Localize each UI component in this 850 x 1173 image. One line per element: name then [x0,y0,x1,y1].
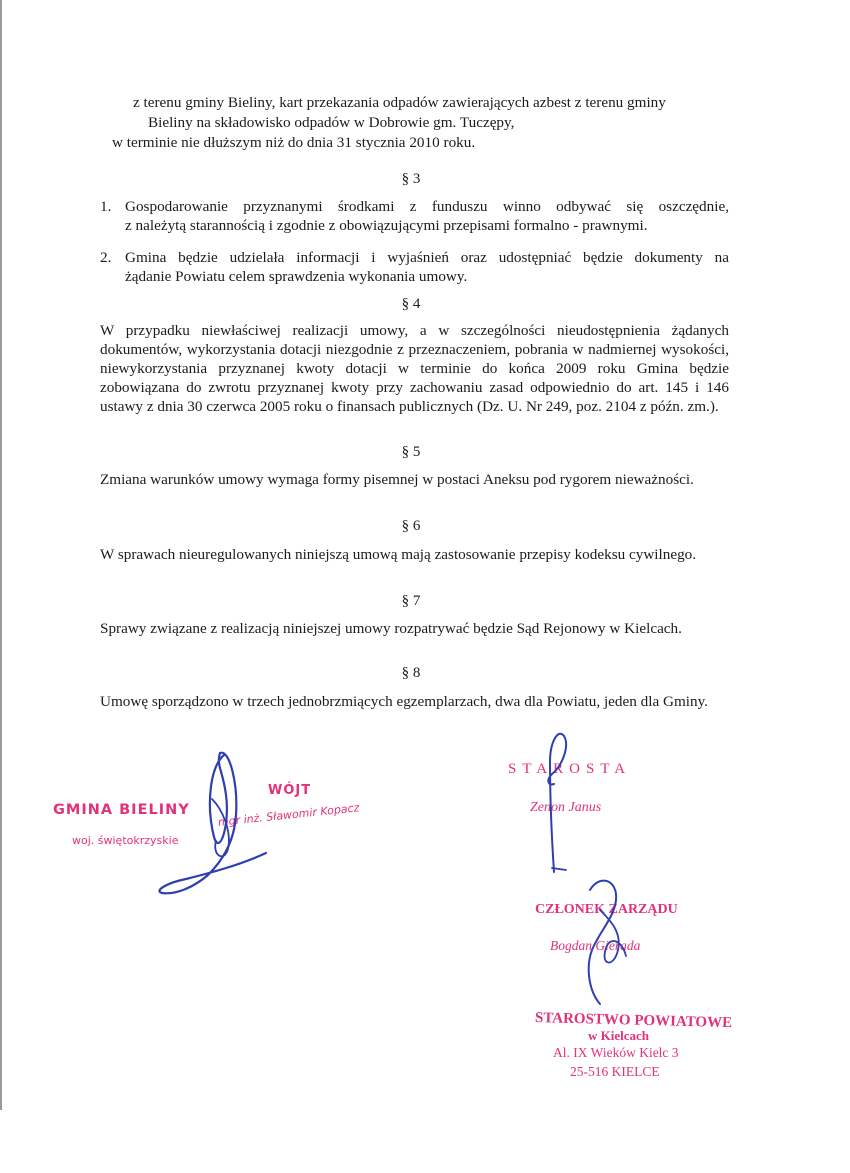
section-7-text: Sprawy związane z realizacją niniejszej umowy rozpatrywać będzie Sąd Rejonowy w Kielcach. [100,620,682,637]
section-6-text: W sprawach nieuregulowanych niniejszą umową mają zastosowanie przepisy kodeksu cywilnego. [100,546,697,563]
section-3-heading: § 3 [401,171,421,187]
continuation-line-1: z terenu gminy Bieliny, kart przekazania odpadów zawierających azbest z terenu gminy [133,94,666,111]
section-8-heading: § 8 [401,665,421,681]
section-5-text: Zmiana warunków umowy wymaga formy pisemnej w postaci Aneksu pod rygorem nieważności. [100,471,694,488]
scan-edge [0,0,2,1110]
gmina-stamp-region: woj. świętokrzyskie [72,834,179,847]
section-4-text: W przypadku niewłaściwej realizacji umowy, a w szczególności nieudostępnienia żądanych dokumentów, wykorzystania dotacji niezgodnie z przeznaczeniem, pobrania w nadmiernej wysokości, niewykorzystania przyznanej kwoty dotacji w terminie do końca 2009 roku Gmina będzie zobowiązana do zwrotu przyznanej kwoty przy zachowaniu zasad odpowiednio do art. 145 i 146 ustawy z dnia 30 czerwca 2005 roku o finansach publicznych (Dz. U. Nr 249, poz. 2104 z późn. zm.). [100,322,729,415]
continuation-line-3: w terminie nie dłuższym niż do dnia 31 stycznia 2010 roku. [112,134,476,151]
s3-item-2-line-2: żądanie Powiatu celem sprawdzenia wykonania umowy. [125,268,468,285]
czlonek-stamp-name: Bogdan Gierada [550,938,641,953]
section-4-heading: § 4 [401,296,421,312]
starosta-stamp-title: STAROSTA [508,761,632,777]
section-6-heading: § 6 [401,518,421,534]
office-stamp-city: w Kielcach [588,1028,650,1043]
s3-item-2-number: 2. [100,249,112,266]
section-8-text: Umowę sporządzono w trzech jednobrzmiących egzemplarzach, dwa dla Powiatu, jeden dla Gminy. [100,693,708,710]
continuation-line-2: Bieliny na składowisko odpadów w Dobrowie gm. Tuczępy, [148,114,515,131]
wojt-signature [150,745,280,905]
s3-item-1-line-1: Gospodarowanie przyznanymi środkami z funduszu winno odbywać się oszczędnie, [125,198,729,215]
section-7-heading: § 7 [401,593,421,609]
gmina-stamp-name: GMINA BIELINY [53,802,190,818]
s3-item-1-number: 1. [100,198,112,215]
office-stamp-name: STAROSTWO POWIATOWE [534,1010,733,1032]
s3-item-1-line-2: z należytą starannością i zgodnie z obowiązującymi przepisami formalno - prawnymi. [125,217,648,234]
office-stamp-street: Al. IX Wieków Kielc 3 [553,1045,679,1060]
office-stamp-postal: 25-516 KIELCE [570,1064,660,1079]
starosta-stamp-name: Zenon Janus [530,800,602,815]
wojt-stamp-name: mgr inż. Sławomir Kopacz [217,801,360,829]
czlonek-stamp-title: CZŁONEK ZARZĄDU [535,902,678,917]
wojt-stamp-title: WÓJT [268,783,312,798]
s3-item-2-line-1: Gmina będzie udzielała informacji i wyjaśnień oraz udostępniać będzie dokumenty na [125,249,729,266]
section-5-heading: § 5 [401,444,421,460]
